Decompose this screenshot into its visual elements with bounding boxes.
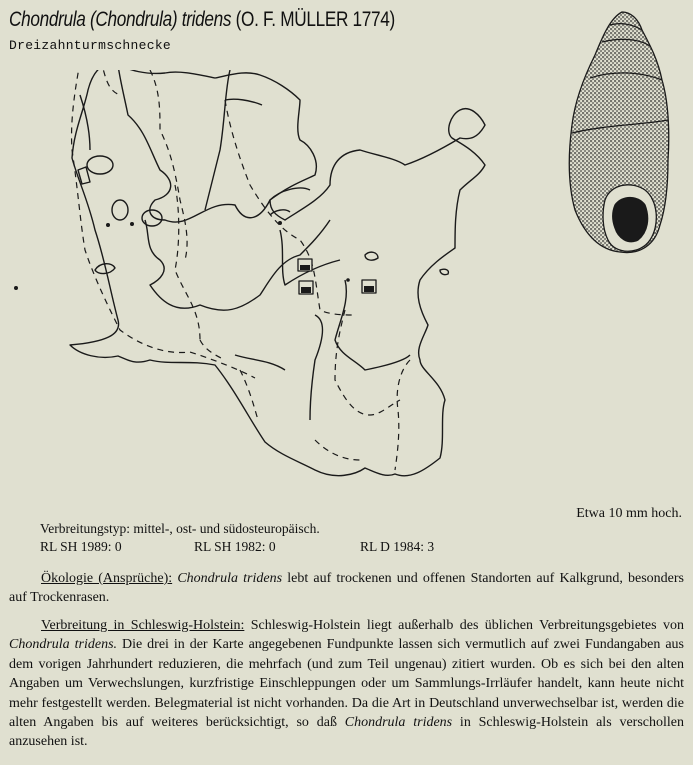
species-name-italic: Chondrula tridens. bbox=[9, 637, 118, 653]
ecology-paragraph bbox=[9, 569, 684, 608]
distribution-map bbox=[0, 70, 500, 500]
distribution-text-b: Die drei in der Karte angegebenen Fundpunkte lassen sich vermutlich auf zwei Fundangaben aus dem vorigen Jahrhundert reduzieren, die mehrfach (und zum Teil ungenau) zitiert wurden. Ob es sich bei den alten Angaben um Verwechslungen, kurzfristige Einschleppungen oder um Sammlungs-Irrläufer handelt, kann heute nicht mehr festgestellt werden. Belegmaterial ist nicht vorhanden. Da die Art in Deutschland unverwechselbar ist, werden die alten Angaben bis auf weiteres berücksichtigt, so daß bbox=[9, 637, 684, 731]
red-list-row bbox=[40, 538, 434, 556]
red-list-d-1984: RL D 1984: 3 bbox=[360, 539, 435, 554]
species-name-italic: Chondrula tridens bbox=[177, 571, 283, 586]
record-markers bbox=[298, 259, 376, 294]
common-name: Dreizahnturmschnecke bbox=[9, 38, 172, 53]
subgenus-name: (Chondrula) bbox=[89, 8, 178, 31]
distribution-heading: Verbreitung in Schleswig-Holstein: bbox=[41, 618, 245, 633]
distribution-paragraph bbox=[9, 616, 684, 752]
genus-name: Chondrula bbox=[9, 8, 86, 31]
species-name-italic: Chondrula tridens bbox=[344, 715, 453, 731]
shell-illustration bbox=[550, 0, 693, 280]
species-metadata bbox=[40, 520, 434, 556]
shell-size-note: Etwa 10 mm hoch. bbox=[576, 506, 682, 521]
ecology-heading: Ökologie (Ansprüche): bbox=[41, 571, 173, 586]
species-title bbox=[9, 8, 395, 32]
ecology-text: lebt auf trockenen und offenen Standorten auf Kalkgrund, besonders auf Trockenrasen. bbox=[9, 571, 684, 606]
species-authority: (O. F. MÜLLER 1774) bbox=[235, 8, 395, 31]
aperture-opening bbox=[613, 198, 648, 242]
red-list-sh-1982: RL SH 1982: 0 bbox=[194, 539, 276, 554]
species-epithet: tridens bbox=[181, 8, 232, 31]
red-list-sh-1989: RL SH 1989: 0 bbox=[40, 539, 122, 554]
distribution-text-c: in Schleswig-Holstein als verschollen anzusehen ist. bbox=[9, 715, 684, 750]
distribution-text-a: Schleswig-Holstein liegt außerhalb des üblichen Verbreitungsgebietes von bbox=[244, 618, 684, 633]
coastline bbox=[70, 70, 485, 476]
distribution-type: Verbreitungstyp: mittel-, ost- und südosteuropäisch. bbox=[40, 521, 320, 536]
